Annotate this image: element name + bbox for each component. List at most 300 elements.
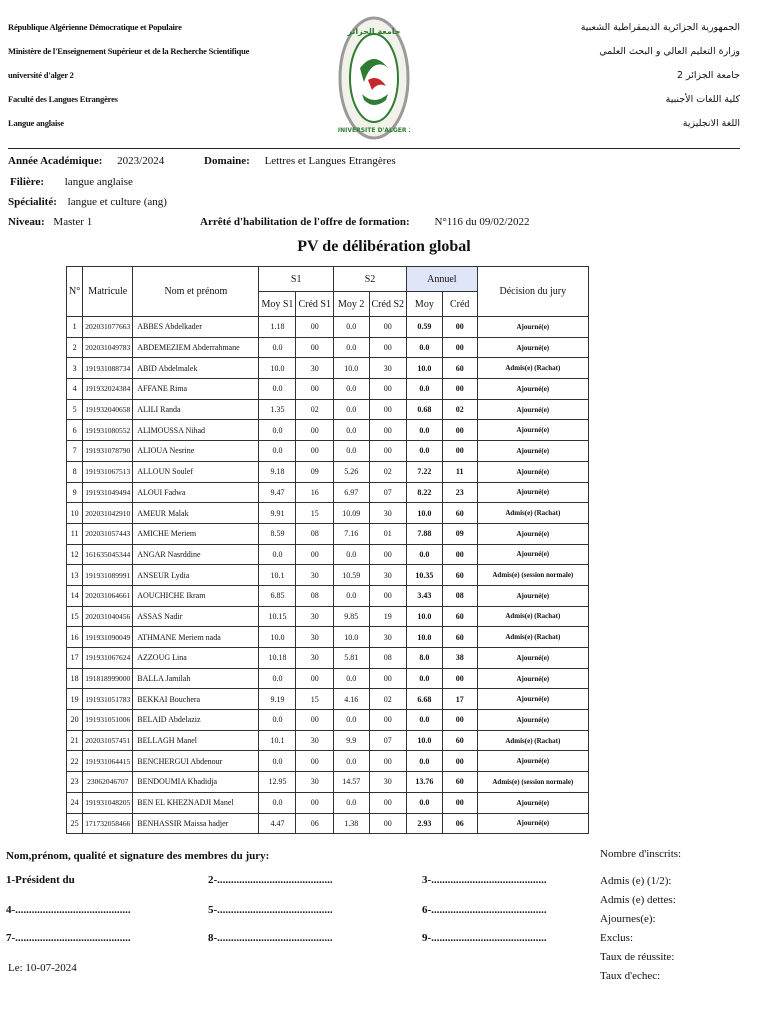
table-row [67, 523, 589, 544]
cell-cred: 00 [442, 668, 477, 689]
cell-cred-s2: 00 [369, 544, 407, 565]
cell-moy: 0.0 [407, 710, 443, 731]
cell-moy-2: 0.0 [333, 544, 369, 565]
col-cred-s2: Créd S2 [369, 292, 407, 317]
cell-moy: 0.0 [407, 792, 443, 813]
cell-moy-2: 0.0 [333, 441, 369, 462]
col-s2: S2 [333, 267, 406, 292]
cell-moy: 8.22 [407, 482, 443, 503]
cell-moy-s1: 10.0 [259, 627, 296, 648]
cell-num: 16 [67, 627, 83, 648]
cell-cred-s2: 00 [369, 792, 407, 813]
cell-moy-s1: 9.19 [259, 689, 296, 710]
cell-moy: 10.0 [407, 358, 443, 379]
signature-2: 2-.......................................... [208, 874, 333, 886]
col-annuel: Annuel [407, 267, 478, 292]
cell-moy-2: 14.57 [333, 772, 369, 793]
cell-decision: Ajourné(e) [477, 420, 588, 441]
table-row [67, 461, 589, 482]
cell-cred-s1: 00 [296, 710, 334, 731]
meta-annee [8, 155, 164, 167]
cell-matricule: 191932024384 [83, 379, 133, 400]
cell-moy-2: 0.0 [333, 751, 369, 772]
cell-decision: Ajourné(e) [477, 813, 588, 834]
signature-8: 8-.......................................... [208, 932, 333, 944]
cell-cred-s1: 30 [296, 565, 334, 586]
col-moy-2: Moy 2 [333, 292, 369, 317]
cell-moy-2: 0.0 [333, 420, 369, 441]
deliberation-table [66, 266, 589, 834]
cell-moy: 0.0 [407, 420, 443, 441]
cell-name: BENDOUMIA Khadidja [133, 772, 259, 793]
cell-cred-s2: 30 [369, 772, 407, 793]
cell-num: 3 [67, 358, 83, 379]
cell-cred: 00 [442, 441, 477, 462]
cell-cred-s1: 08 [296, 523, 334, 544]
cell-num: 11 [67, 523, 83, 544]
table-row [67, 441, 589, 462]
cell-name: ALIOUA Nesrine [133, 441, 259, 462]
signature-6: 6-.......................................... [422, 904, 547, 916]
table-body [67, 317, 589, 834]
header-ar-universite: جامعة الجزائر 2 [676, 70, 740, 81]
cell-cred: 00 [442, 544, 477, 565]
header-faculte: Faculté des Langues Etrangères [8, 94, 118, 104]
cell-moy-s1: 0.0 [259, 441, 296, 462]
cell-cred: 00 [442, 751, 477, 772]
cell-moy-s1: 10.1 [259, 565, 296, 586]
cell-decision: Admis(e) (Rachat) [477, 503, 588, 524]
cell-matricule: 191931090049 [83, 627, 133, 648]
specialite-value: langue et culture (ang) [67, 196, 167, 208]
cell-name: AOUCHICHE Ikram [133, 585, 259, 606]
cell-name: ABDEMEZIEM Abderrahmane [133, 337, 259, 358]
table-row [67, 565, 589, 586]
cell-cred-s1: 00 [296, 317, 334, 338]
cell-cred-s2: 00 [369, 441, 407, 462]
meta-filiere [10, 176, 133, 188]
header-left [8, 22, 328, 142]
cell-cred-s1: 00 [296, 668, 334, 689]
cell-cred: 02 [442, 399, 477, 420]
signature-9: 9-.......................................... [422, 932, 547, 944]
stat-ajournes: Ajournes(e): [600, 913, 656, 925]
table-row [67, 627, 589, 648]
header-ar-departement: اللغة الانجليزية [682, 118, 740, 129]
arrete-label: Arrêté d'habilitation de l'offre de formation: [200, 216, 410, 228]
header-right [500, 22, 740, 142]
table-row [67, 813, 589, 834]
cell-moy: 0.0 [407, 668, 443, 689]
cell-decision: Admis(e) (session normale) [477, 772, 588, 793]
cell-num: 2 [67, 337, 83, 358]
cell-decision: Ajourné(e) [477, 399, 588, 420]
cell-matricule: 191931080552 [83, 420, 133, 441]
cell-cred-s2: 07 [369, 482, 407, 503]
cell-decision: Ajourné(e) [477, 792, 588, 813]
cell-cred-s1: 30 [296, 358, 334, 379]
table-header-row [67, 267, 589, 292]
cell-cred-s2: 00 [369, 751, 407, 772]
cell-cred: 60 [442, 627, 477, 648]
cell-cred-s1: 00 [296, 337, 334, 358]
signature-7: 7-.......................................... [6, 932, 131, 944]
cell-name: AFFANE Rima [133, 379, 259, 400]
cell-moy-2: 10.59 [333, 565, 369, 586]
cell-moy-s1: 0.0 [259, 792, 296, 813]
cell-num: 9 [67, 482, 83, 503]
cell-moy-s1: 6.85 [259, 585, 296, 606]
cell-decision: Ajourné(e) [477, 441, 588, 462]
cell-matricule: 202031064661 [83, 585, 133, 606]
cell-decision: Ajourné(e) [477, 648, 588, 669]
cell-name: BEKKAI Bouchera [133, 689, 259, 710]
cell-matricule: 202031057451 [83, 730, 133, 751]
cell-moy: 7.22 [407, 461, 443, 482]
col-matricule: Matricule [83, 267, 133, 317]
cell-cred-s2: 08 [369, 648, 407, 669]
cell-moy-2: 5.81 [333, 648, 369, 669]
cell-num: 5 [67, 399, 83, 420]
cell-cred: 60 [442, 503, 477, 524]
cell-matricule: 171732058466 [83, 813, 133, 834]
table-row [67, 317, 589, 338]
cell-matricule: 191931051006 [83, 710, 133, 731]
table-row [67, 606, 589, 627]
cell-decision: Ajourné(e) [477, 317, 588, 338]
cell-moy-2: 9.9 [333, 730, 369, 751]
cell-decision: Admis(e) (Rachat) [477, 730, 588, 751]
cell-name: ALLOUN Soulef [133, 461, 259, 482]
cell-moy: 7.88 [407, 523, 443, 544]
signature-president: 1-Président du [6, 874, 75, 886]
cell-name: ALILI Randa [133, 399, 259, 420]
table-row [67, 585, 589, 606]
col-decision: Décision du jury [477, 267, 588, 317]
table-row [67, 544, 589, 565]
deliberation-date: Le: 10-07-2024 [8, 962, 77, 974]
cell-moy: 2.93 [407, 813, 443, 834]
cell-cred: 00 [442, 420, 477, 441]
cell-decision: Admis(e) (Rachat) [477, 606, 588, 627]
cell-cred-s1: 09 [296, 461, 334, 482]
cell-matricule: 191931048205 [83, 792, 133, 813]
cell-num: 13 [67, 565, 83, 586]
cell-num: 20 [67, 710, 83, 731]
cell-moy-s1: 0.0 [259, 420, 296, 441]
jury-title: Nom,prénom, qualité et signature des membres du jury: [6, 850, 270, 862]
cell-moy-2: 0.0 [333, 710, 369, 731]
col-s1: S1 [259, 267, 333, 292]
cell-num: 10 [67, 503, 83, 524]
stat-dettes: Admis (e) dettes: [600, 894, 676, 906]
cell-decision: Ajourné(e) [477, 668, 588, 689]
table-row [67, 420, 589, 441]
cell-moy-s1: 9.91 [259, 503, 296, 524]
cell-moy-2: 10.0 [333, 358, 369, 379]
cell-moy-s1: 0.0 [259, 710, 296, 731]
cell-cred-s2: 30 [369, 565, 407, 586]
cell-cred-s2: 00 [369, 317, 407, 338]
cell-matricule: 202031042910 [83, 503, 133, 524]
svg-text:UNIVERSITE D'ALGER 2: UNIVERSITE D'ALGER 2 [338, 127, 410, 134]
table-row [67, 689, 589, 710]
cell-matricule: 191931089991 [83, 565, 133, 586]
cell-cred-s1: 16 [296, 482, 334, 503]
table-row [67, 730, 589, 751]
cell-moy-2: 0.0 [333, 668, 369, 689]
header-divider [8, 148, 740, 149]
cell-moy: 10.0 [407, 606, 443, 627]
cell-cred-s1: 30 [296, 648, 334, 669]
cell-cred: 60 [442, 358, 477, 379]
cell-decision: Admis(e) (Rachat) [477, 627, 588, 648]
header-ministere: Ministère de l'Enseignement Supérieur et de la Recherche Scientifique [8, 46, 250, 56]
cell-cred: 00 [442, 792, 477, 813]
cell-cred: 38 [442, 648, 477, 669]
cell-name: BENCHERGUI Abdenour [133, 751, 259, 772]
cell-matricule: 191931088734 [83, 358, 133, 379]
cell-cred: 11 [442, 461, 477, 482]
cell-moy: 10.35 [407, 565, 443, 586]
niveau-label: Niveau: [8, 216, 45, 228]
header-ar-faculte: كلية اللغات الأجنبية [665, 94, 740, 105]
cell-moy-2: 0.0 [333, 337, 369, 358]
cell-num: 24 [67, 792, 83, 813]
cell-cred: 00 [442, 317, 477, 338]
cell-name: BEN EL KHEZNADJI Manel [133, 792, 259, 813]
cell-moy-s1: 0.0 [259, 379, 296, 400]
cell-decision: Ajourné(e) [477, 544, 588, 565]
cell-moy-2: 0.0 [333, 585, 369, 606]
cell-matricule: 202031040456 [83, 606, 133, 627]
col-moy: Moy [407, 292, 443, 317]
stat-admis: Admis (e) (1/2): [600, 875, 672, 887]
cell-matricule: 23062046707 [83, 772, 133, 793]
meta-domaine [204, 155, 396, 167]
cell-moy-2: 6.97 [333, 482, 369, 503]
cell-cred: 60 [442, 772, 477, 793]
cell-moy: 0.0 [407, 441, 443, 462]
cell-moy-s1: 0.0 [259, 751, 296, 772]
stat-reussite: Taux de réussite: [600, 951, 675, 963]
cell-cred-s1: 30 [296, 772, 334, 793]
meta-arrete [200, 216, 529, 228]
cell-moy-2: 10.09 [333, 503, 369, 524]
stat-inscrits: Nombre d'inscrits: [600, 848, 682, 860]
filiere-value: langue anglaise [64, 176, 133, 188]
stat-echec: Taux d'echec: [600, 970, 661, 982]
cell-matricule: 191931067624 [83, 648, 133, 669]
cell-name: BALLA Jamilah [133, 668, 259, 689]
cell-cred-s1: 15 [296, 503, 334, 524]
cell-cred: 00 [442, 337, 477, 358]
header-universite: université d'alger 2 [8, 70, 74, 80]
cell-num: 4 [67, 379, 83, 400]
cell-moy-2: 0.0 [333, 317, 369, 338]
cell-cred-s2: 00 [369, 668, 407, 689]
cell-moy-s1: 9.18 [259, 461, 296, 482]
cell-moy: 0.0 [407, 544, 443, 565]
cell-moy: 10.0 [407, 627, 443, 648]
cell-moy-s1: 0.0 [259, 544, 296, 565]
cell-moy-s1: 12.95 [259, 772, 296, 793]
cell-name: ABID Abdelmalek [133, 358, 259, 379]
cell-matricule: 202031049783 [83, 337, 133, 358]
cell-name: ALIMOUSSA Nihad [133, 420, 259, 441]
cell-moy-s1: 1.18 [259, 317, 296, 338]
cell-cred-s2: 19 [369, 606, 407, 627]
cell-cred-s2: 30 [369, 503, 407, 524]
cell-matricule: 202031057443 [83, 523, 133, 544]
cell-moy: 8.0 [407, 648, 443, 669]
cell-cred-s1: 15 [296, 689, 334, 710]
table-row [67, 710, 589, 731]
table-row [67, 399, 589, 420]
cell-matricule: 191931067513 [83, 461, 133, 482]
cell-cred-s1: 00 [296, 751, 334, 772]
cell-cred-s2: 30 [369, 627, 407, 648]
cell-decision: Admis(e) (Rachat) [477, 358, 588, 379]
table-row [67, 379, 589, 400]
filiere-label: Filière: [10, 176, 44, 188]
cell-cred-s1: 30 [296, 730, 334, 751]
cell-cred-s2: 00 [369, 379, 407, 400]
cell-moy-s1: 10.0 [259, 358, 296, 379]
cell-cred-s1: 08 [296, 585, 334, 606]
university-logo [338, 10, 410, 146]
cell-name: BENHASSIR Maissa hadjer [133, 813, 259, 834]
table-row [67, 482, 589, 503]
cell-cred-s2: 00 [369, 420, 407, 441]
cell-cred: 23 [442, 482, 477, 503]
cell-decision: Admis(e) (session normale) [477, 565, 588, 586]
cell-name: BELLAGH Manel [133, 730, 259, 751]
signature-3: 3-.......................................... [422, 874, 547, 886]
arrete-value: N°116 du 09/02/2022 [434, 216, 530, 228]
cell-num: 22 [67, 751, 83, 772]
cell-cred: 00 [442, 710, 477, 731]
cell-name: ANSEUR Lydia [133, 565, 259, 586]
cell-moy-s1: 0.0 [259, 337, 296, 358]
cell-cred-s1: 30 [296, 627, 334, 648]
cell-decision: Ajourné(e) [477, 585, 588, 606]
table-row [67, 648, 589, 669]
cell-matricule: 191818999000 [83, 668, 133, 689]
cell-moy: 3.43 [407, 585, 443, 606]
cell-cred-s2: 00 [369, 710, 407, 731]
cell-num: 1 [67, 317, 83, 338]
header-ar-republique: الجمهورية الجزائرية الديمقراطية الشعبية [580, 22, 740, 33]
cell-num: 8 [67, 461, 83, 482]
signature-4: 4-.......................................... [6, 904, 131, 916]
cell-name: ATHMANE Meriem nada [133, 627, 259, 648]
cell-num: 25 [67, 813, 83, 834]
cell-cred-s1: 06 [296, 813, 334, 834]
cell-cred-s1: 02 [296, 399, 334, 420]
cell-decision: Ajourné(e) [477, 482, 588, 503]
cell-cred-s2: 02 [369, 461, 407, 482]
cell-num: 15 [67, 606, 83, 627]
cell-name: AMEUR Malak [133, 503, 259, 524]
cell-moy-s1: 8.59 [259, 523, 296, 544]
cell-cred-s1: 00 [296, 544, 334, 565]
cell-num: 23 [67, 772, 83, 793]
cell-decision: Ajourné(e) [477, 379, 588, 400]
annee-value: 2023/2024 [117, 155, 165, 167]
col-num: N° [67, 267, 83, 317]
cell-decision: Ajourné(e) [477, 751, 588, 772]
cell-moy-2: 0.0 [333, 399, 369, 420]
cell-num: 12 [67, 544, 83, 565]
domaine-label: Domaine: [204, 155, 250, 167]
cell-cred-s1: 30 [296, 606, 334, 627]
cell-moy-s1: 10.1 [259, 730, 296, 751]
cell-moy-s1: 4.47 [259, 813, 296, 834]
cell-cred: 60 [442, 730, 477, 751]
cell-moy: 10.0 [407, 730, 443, 751]
cell-moy: 13.76 [407, 772, 443, 793]
table-row [67, 792, 589, 813]
header-ar-ministere: وزارة التعليم العالي و البحث العلمي [599, 46, 740, 57]
cell-moy: 0.0 [407, 337, 443, 358]
cell-cred-s2: 00 [369, 399, 407, 420]
stats-panel [600, 848, 681, 989]
table-row [67, 772, 589, 793]
cell-moy-2: 1.38 [333, 813, 369, 834]
cell-decision: Ajourné(e) [477, 461, 588, 482]
cell-cred: 06 [442, 813, 477, 834]
cell-name: AZZOUG Lina [133, 648, 259, 669]
cell-decision: Ajourné(e) [477, 710, 588, 731]
cell-moy-s1: 10.18 [259, 648, 296, 669]
cell-name: ABBES Abdelkader [133, 317, 259, 338]
cell-cred: 60 [442, 565, 477, 586]
cell-decision: Ajourné(e) [477, 337, 588, 358]
cell-name: ALOUI Fadwa [133, 482, 259, 503]
cell-cred-s2: 00 [369, 337, 407, 358]
col-moy-s1: Moy S1 [259, 292, 296, 317]
cell-matricule: 202031077663 [83, 317, 133, 338]
domaine-value: Lettres et Langues Etrangères [264, 155, 396, 167]
cell-moy-2: 0.0 [333, 379, 369, 400]
cell-moy: 0.0 [407, 379, 443, 400]
cell-moy-s1: 0.0 [259, 668, 296, 689]
cell-cred: 60 [442, 606, 477, 627]
cell-moy-2: 7.16 [333, 523, 369, 544]
table-row [67, 668, 589, 689]
cell-name: BELAID Abdelaziz [133, 710, 259, 731]
cell-decision: Ajourné(e) [477, 523, 588, 544]
niveau-value: Master 1 [53, 216, 93, 228]
cell-name: AMICHE Meriem [133, 523, 259, 544]
cell-num: 7 [67, 441, 83, 462]
cell-moy: 0.68 [407, 399, 443, 420]
cell-num: 19 [67, 689, 83, 710]
stat-exclus: Exclus: [600, 932, 633, 944]
cell-moy-s1: 1.35 [259, 399, 296, 420]
cell-num: 18 [67, 668, 83, 689]
annee-label: Année Académique: [8, 155, 103, 167]
cell-cred-s2: 07 [369, 730, 407, 751]
cell-num: 6 [67, 420, 83, 441]
cell-moy-2: 0.0 [333, 792, 369, 813]
table-row [67, 337, 589, 358]
cell-matricule: 191931078790 [83, 441, 133, 462]
cell-name: ASSAS Nadir [133, 606, 259, 627]
cell-cred-s1: 00 [296, 379, 334, 400]
table-row [67, 503, 589, 524]
